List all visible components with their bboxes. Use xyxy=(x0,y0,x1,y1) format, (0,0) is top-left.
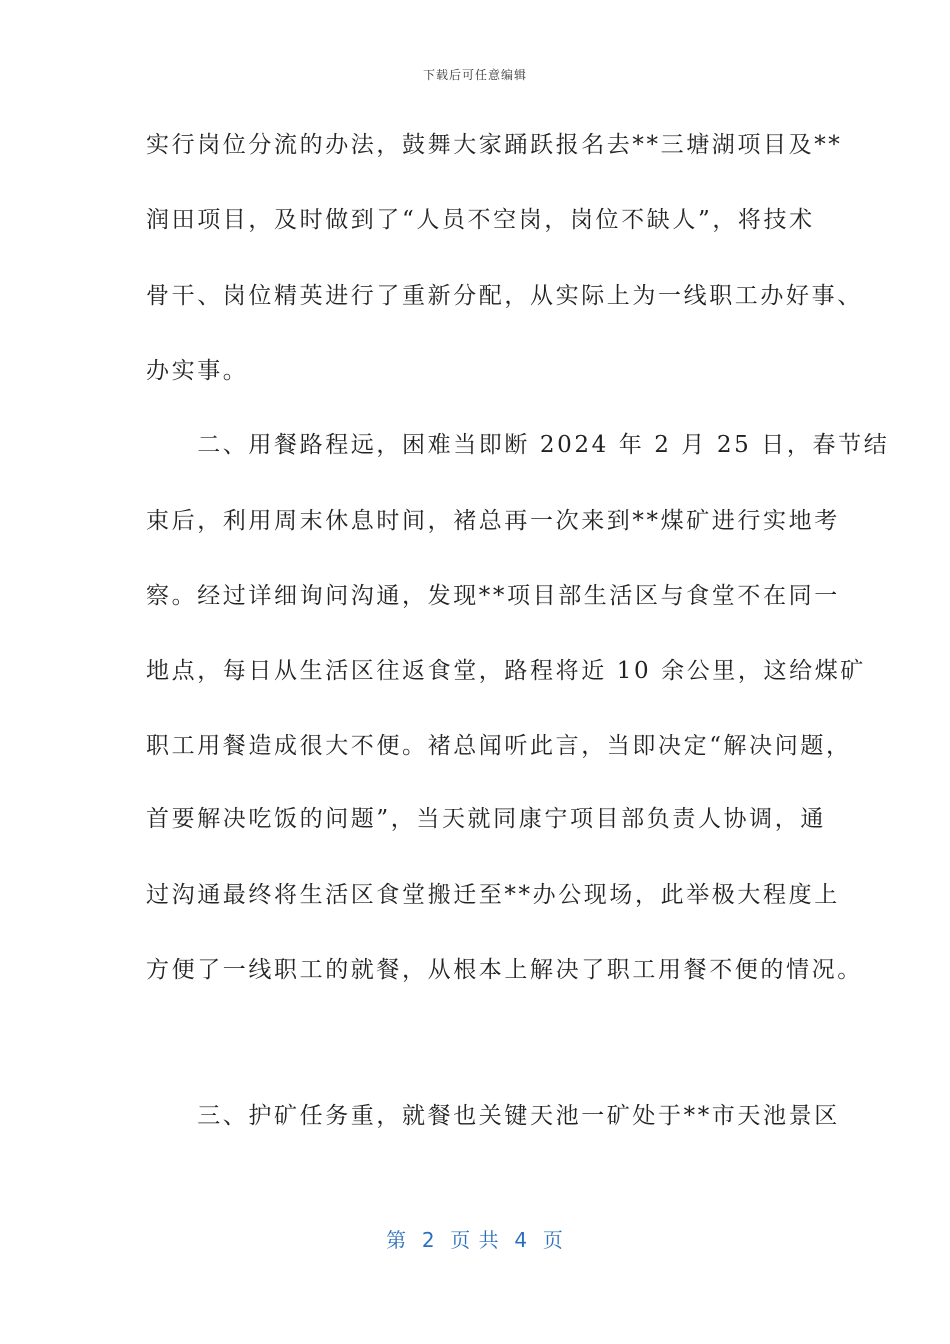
text-line: 地点，每日从生活区往返食堂，路程将近 10 余公里，这给煤矿 xyxy=(146,658,866,684)
text-line: 实行岗位分流的办法，鼓舞大家踊跃报名去**三塘湖项目及** xyxy=(146,132,843,158)
text-line: 骨干、岗位精英进行了重新分配，从实际上为一线职工办好事、 xyxy=(146,283,863,309)
text-line: 润田项目，及时做到了“人员不空岗，岗位不缺人”，将技术 xyxy=(146,207,815,233)
text-line: 察。经过详细询问沟通，发现**项目部生活区与食堂不在同一 xyxy=(146,583,840,609)
text-line: 过沟通最终将生活区食堂搬迁至**办公现场，此举极大程度上 xyxy=(146,882,840,908)
text-line: 三、护矿任务重，就餐也关键天池一矿处于**市天池景区 xyxy=(146,1103,840,1129)
page-number: 第 2 页 共 4 页 xyxy=(386,1228,564,1252)
text-line: 职工用餐造成很大不便。褚总闻听此言，当即决定“解决问题， xyxy=(146,733,852,759)
text-line: 二、用餐路程远，困难当即断 2024 年 2 月 25 日，春节结 xyxy=(146,432,890,458)
page-header: 下载后可任意编辑 xyxy=(422,68,527,82)
text-line: 办实事。 xyxy=(146,358,249,384)
text-line: 束后，利用周末休息时间，褚总再一次来到**煤矿进行实地考 xyxy=(146,508,840,534)
text-line: 首要解决吃饭的问题”，当天就同康宁项目部负责人协调，通 xyxy=(146,806,826,832)
page-footer xyxy=(0,1224,950,1253)
text-line: 方便了一线职工的就餐，从根本上解决了职工用餐不便的情况。 xyxy=(146,957,863,983)
